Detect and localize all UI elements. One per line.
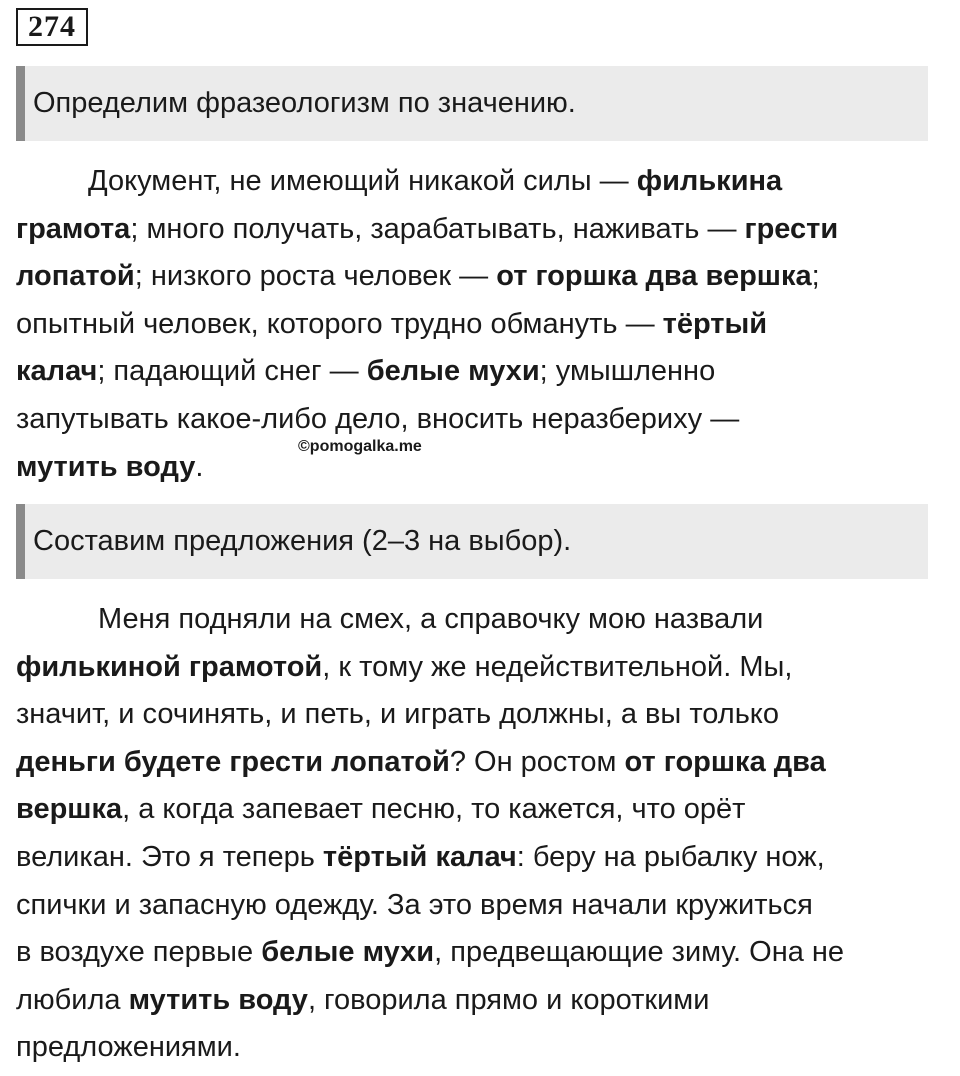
- text-segment: великан. Это я теперь: [16, 840, 323, 873]
- text-line: [16, 158, 944, 206]
- text-line: [16, 301, 944, 349]
- text-line: [16, 444, 944, 492]
- text-segment: , к тому же недействительной. Мы,: [322, 650, 793, 683]
- text-line: [16, 1024, 944, 1072]
- text-segment: : беру на рыбалку нож,: [516, 840, 825, 873]
- idiom-text: вершка: [16, 793, 123, 826]
- text-line: [16, 644, 944, 692]
- idiom-text: грести: [744, 212, 839, 245]
- text-line: [16, 348, 944, 396]
- idiom-text: тёртый калач: [322, 840, 517, 873]
- text-line: [16, 882, 944, 930]
- task-number: 274: [16, 8, 88, 46]
- idiom-text: мутить воду: [128, 983, 308, 1016]
- text-segment: Меня подняли на смех, а справочку мою назвали: [98, 603, 764, 635]
- text-segment: в воздухе первые: [16, 936, 262, 969]
- text-segment: запутывать какое-либо дело, вносить неразбериху —: [16, 402, 740, 435]
- idiom-text: мутить воду: [16, 450, 196, 483]
- text-line: [16, 206, 944, 254]
- text-line: [16, 396, 944, 444]
- text-line: [16, 596, 944, 644]
- idiom-text: калач: [16, 355, 98, 388]
- idiom-text: деньги будете грести лопатой: [16, 745, 450, 778]
- text-segment: ; падающий снег —: [97, 355, 367, 388]
- section-heading-1: Определим фразеологизм по значению.: [16, 66, 928, 141]
- text-segment: предложениями.: [16, 1031, 241, 1064]
- idiom-text: филькиной грамотой: [16, 650, 323, 683]
- text-line: [16, 253, 944, 301]
- text-segment: значит, и сочинять, и петь, и играть должны, а вы только: [16, 698, 779, 731]
- idiom-text: филькина: [636, 165, 783, 197]
- text-line: [16, 977, 944, 1025]
- text-segment: .: [195, 450, 204, 483]
- idiom-text: белые мухи: [366, 355, 540, 388]
- text-segment: ;: [811, 260, 820, 293]
- text-segment: опытный человек, которого трудно обмануть —: [16, 307, 663, 340]
- text-segment: ; много получать, зарабатывать, наживать —: [130, 212, 745, 245]
- section-heading-2: Составим предложения (2–3 на выбор).: [16, 504, 928, 579]
- paragraph-definitions: [16, 158, 944, 491]
- watermark: ©pomogalka.me: [298, 438, 422, 455]
- idiom-text: от горшка два: [624, 745, 826, 778]
- text-line: [16, 786, 944, 834]
- text-segment: , а когда запевает песню, то кажется, что орёт: [122, 793, 746, 826]
- text-segment: ? Он ростом: [449, 745, 625, 778]
- text-line: [16, 834, 944, 882]
- text-segment: спички и запасную одежду. За это время начали кружиться: [16, 888, 813, 921]
- text-segment: ; умышленно: [539, 355, 716, 388]
- text-line: [16, 691, 944, 739]
- idiom-text: от горшка два вершка: [496, 260, 812, 293]
- paragraph-sentences: [16, 596, 944, 1072]
- idiom-text: тёртый: [662, 307, 768, 340]
- idiom-text: лопатой: [16, 260, 135, 293]
- text-segment: ; низкого роста человек —: [134, 260, 497, 293]
- text-segment: , предвещающие зиму. Она не: [434, 936, 845, 969]
- text-segment: любила: [16, 983, 129, 1016]
- idiom-text: белые мухи: [261, 936, 435, 969]
- idiom-text: грамота: [16, 212, 131, 245]
- text-line: [16, 929, 944, 977]
- text-line: [16, 739, 944, 787]
- text-segment: Документ, не имеющий никакой силы —: [88, 165, 637, 197]
- text-segment: , говорила прямо и короткими: [307, 983, 710, 1016]
